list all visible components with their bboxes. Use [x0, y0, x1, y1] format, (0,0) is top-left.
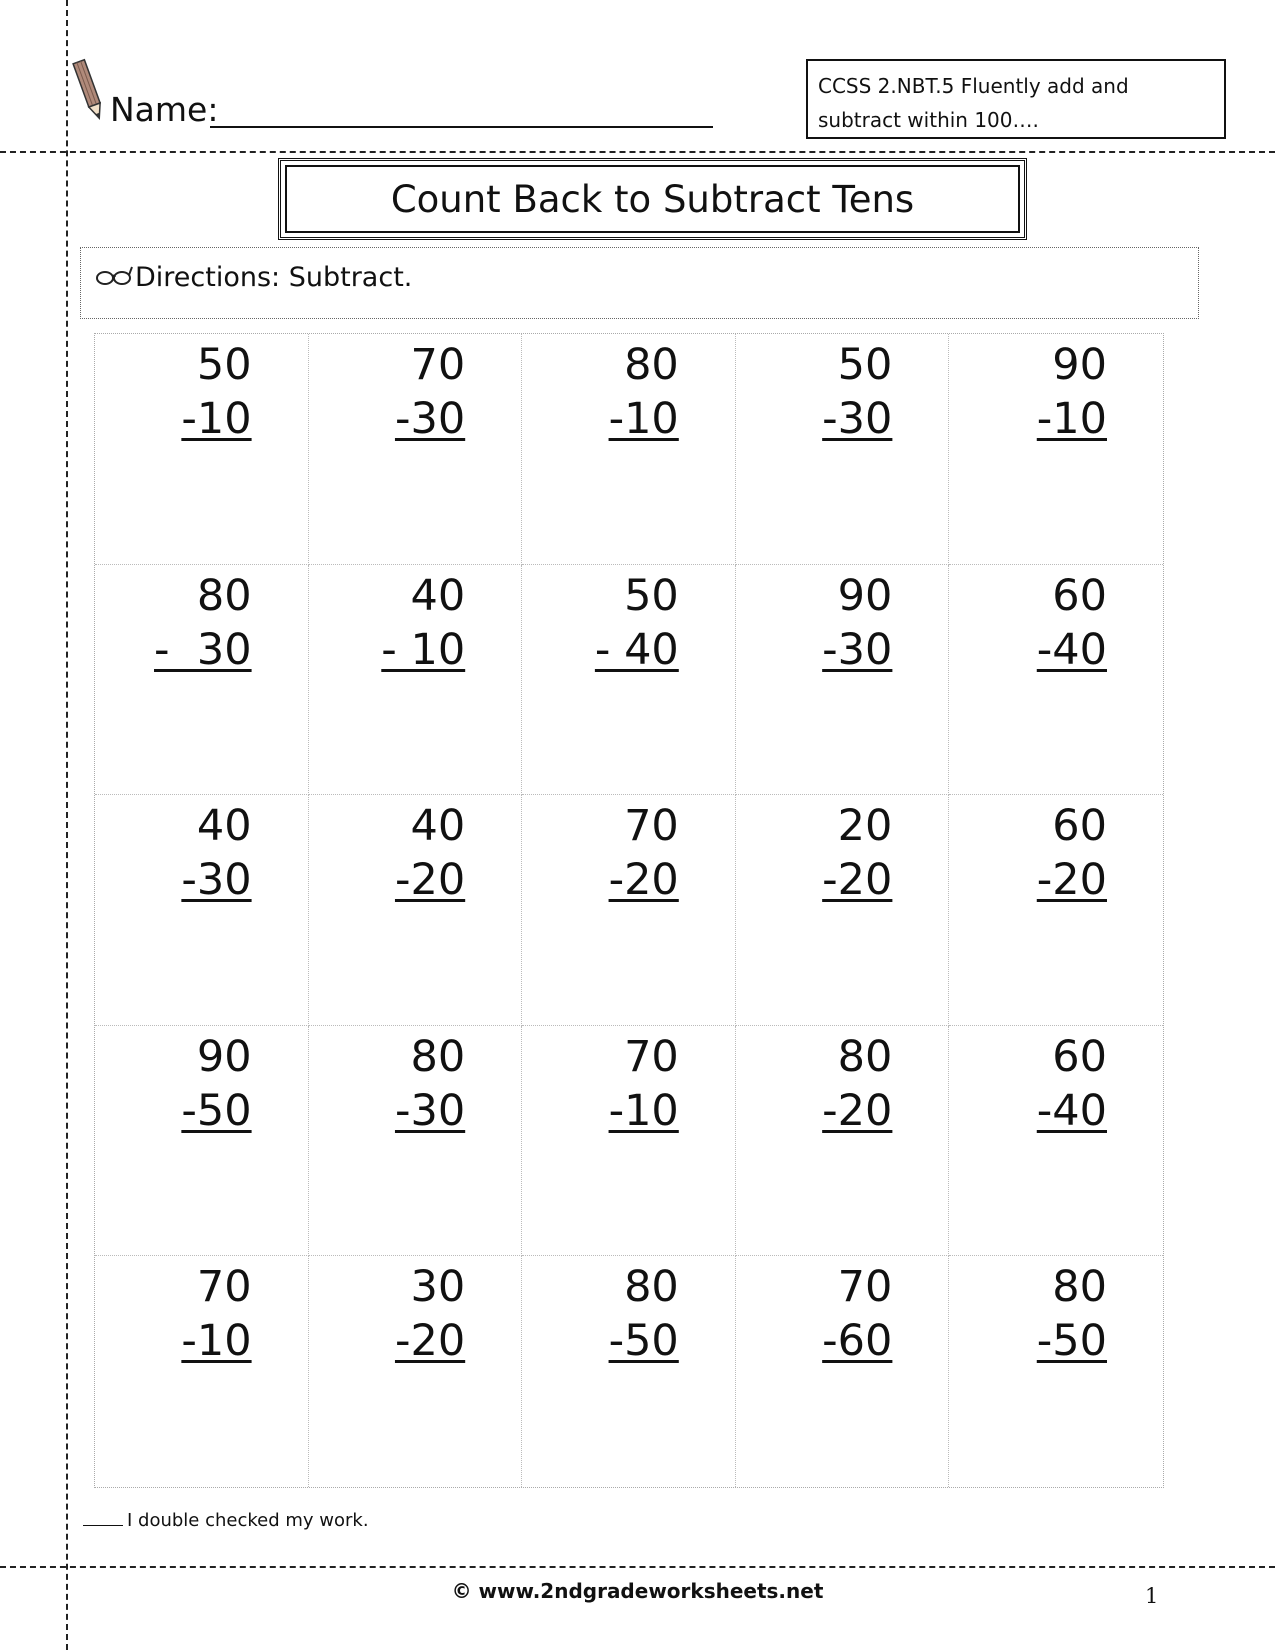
- problem-cell[interactable]: [949, 1026, 1163, 1257]
- page-title: [278, 158, 1027, 240]
- problem-cell[interactable]: [949, 795, 1163, 1026]
- subtrahend-text: -60: [822, 1316, 893, 1367]
- problem-cell[interactable]: [522, 1026, 736, 1257]
- minuend: 80: [624, 1262, 679, 1313]
- problem-cell[interactable]: [95, 1026, 309, 1257]
- subtraction-problem: [1037, 1260, 1107, 1368]
- subtraction-problem: [395, 1030, 465, 1138]
- subtraction-problem: [1037, 338, 1107, 446]
- problem-cell[interactable]: [736, 1256, 950, 1487]
- problem-cell[interactable]: [949, 1256, 1163, 1487]
- problem-grid: [94, 333, 1164, 1488]
- subtrahend-text: -30: [822, 624, 893, 675]
- subtrahend: [822, 392, 892, 446]
- subtrahend-text: -50: [181, 1085, 252, 1136]
- subtrahend: [395, 1314, 465, 1368]
- minuend: 50: [196, 340, 252, 390]
- subtraction-problem: [1037, 799, 1107, 907]
- subtrahend: [609, 1314, 679, 1368]
- minuend: 50: [624, 570, 679, 621]
- subtraction-problem: [1037, 569, 1107, 677]
- minuend: 80: [410, 1031, 466, 1082]
- standard-line-2: subtract within 100….: [818, 108, 1039, 132]
- subtrahend: [181, 1314, 251, 1368]
- minuend: 60: [1052, 801, 1107, 852]
- problem-cell[interactable]: [949, 565, 1163, 796]
- subtraction-problem: [395, 799, 465, 907]
- minuend: 90: [1052, 340, 1107, 390]
- page-title-text: Count Back to Subtract Tens: [390, 177, 915, 221]
- problem-cell[interactable]: [736, 795, 950, 1026]
- vertical-guide-line: [66, 0, 68, 1650]
- subtrahend: [395, 853, 465, 907]
- subtrahend: [154, 623, 252, 677]
- minuend: 20: [837, 801, 893, 852]
- subtrahend-text: -10: [608, 394, 679, 444]
- subtrahend: [181, 853, 251, 907]
- subtrahend: [822, 623, 892, 677]
- standard-box: [806, 59, 1226, 139]
- minuend: 70: [837, 1262, 893, 1313]
- subtrahend: [1037, 853, 1107, 907]
- minuend: 30: [410, 1262, 466, 1313]
- subtrahend: [609, 392, 679, 446]
- subtrahend-text: -30: [822, 394, 893, 444]
- minuend: 40: [410, 570, 466, 621]
- subtrahend: [595, 623, 679, 677]
- problem-cell[interactable]: [522, 334, 736, 565]
- minuend: 70: [624, 1031, 679, 1082]
- problem-cell[interactable]: [522, 795, 736, 1026]
- subtrahend-text: -30: [394, 1085, 466, 1136]
- subtraction-problem: [381, 569, 465, 677]
- subtrahend: [395, 1084, 465, 1138]
- subtrahend-text: -20: [1036, 855, 1107, 906]
- subtrahend-text: - 40: [594, 624, 679, 675]
- problem-cell[interactable]: [309, 334, 523, 565]
- directions-text: Directions: Subtract.: [135, 262, 413, 293]
- problem-cell[interactable]: [309, 1026, 523, 1257]
- problem-cell[interactable]: [95, 795, 309, 1026]
- minuend: 80: [1052, 1262, 1107, 1313]
- copyright-footer: © www.2ndgradeworksheets.net: [451, 1579, 824, 1603]
- subtrahend-text: -20: [822, 1085, 893, 1136]
- subtraction-problem: [822, 569, 892, 677]
- subtrahend-text: -20: [608, 855, 679, 906]
- subtraction-problem: [1037, 1030, 1107, 1138]
- problem-cell[interactable]: [95, 334, 309, 565]
- subtraction-problem: [822, 1030, 892, 1138]
- problem-cell[interactable]: [95, 1256, 309, 1487]
- problem-cell[interactable]: [95, 565, 309, 796]
- subtraction-problem: [595, 569, 679, 677]
- minuend: 60: [1052, 1031, 1107, 1082]
- minuend: 60: [1052, 570, 1107, 621]
- subtrahend-text: - 10: [381, 624, 466, 675]
- name-label: Name:: [110, 90, 219, 129]
- subtrahend: [395, 392, 465, 446]
- problem-cell[interactable]: [949, 334, 1163, 565]
- subtrahend: [822, 1084, 892, 1138]
- subtrahend: [822, 853, 892, 907]
- bottom-guide-line: [0, 1566, 1275, 1568]
- subtrahend: [822, 1314, 892, 1368]
- glasses-icon: [95, 264, 133, 290]
- page-number: 1: [1145, 1584, 1159, 1608]
- subtrahend-text: -40: [1036, 1085, 1107, 1136]
- problem-cell[interactable]: [309, 565, 523, 796]
- subtrahend: [181, 392, 251, 446]
- subtrahend-text: -10: [181, 394, 252, 444]
- problem-cell[interactable]: [309, 1256, 523, 1487]
- problem-cell[interactable]: [736, 565, 950, 796]
- subtraction-problem: [609, 338, 679, 446]
- subtrahend-text: -40: [1036, 624, 1107, 675]
- minuend: 70: [410, 340, 466, 390]
- minuend: 90: [837, 570, 893, 621]
- problem-cell[interactable]: [309, 795, 523, 1026]
- problem-cell[interactable]: [736, 1026, 950, 1257]
- directions-box: [80, 247, 1199, 319]
- subtraction-problem: [154, 569, 252, 677]
- minuend: 40: [410, 801, 466, 852]
- subtrahend-text: -20: [394, 1316, 466, 1367]
- problem-cell[interactable]: [522, 1256, 736, 1487]
- subtrahend-text: -10: [181, 1316, 252, 1367]
- subtrahend-text: -50: [1036, 1316, 1107, 1367]
- subtraction-problem: [822, 338, 892, 446]
- minuend: 80: [624, 340, 679, 390]
- top-guide-line: [0, 151, 1275, 153]
- self-check-line: [83, 1510, 369, 1531]
- subtraction-problem: [181, 1260, 251, 1368]
- name-line: [210, 126, 713, 128]
- minuend: 40: [196, 801, 252, 852]
- subtrahend: [1037, 623, 1107, 677]
- subtraction-problem: [822, 799, 892, 907]
- minuend: 80: [196, 570, 252, 621]
- standard-line-1: CCSS 2.NBT.5 Fluently add and: [818, 74, 1129, 98]
- subtraction-problem: [181, 799, 251, 907]
- subtrahend: [181, 1084, 251, 1138]
- minuend: 70: [624, 801, 679, 852]
- subtrahend-text: -20: [822, 855, 893, 906]
- pencil-icon: [72, 56, 106, 124]
- subtrahend-text: - 30: [154, 624, 252, 675]
- subtrahend-text: -30: [181, 855, 252, 906]
- subtrahend: [609, 1084, 679, 1138]
- subtrahend-text: -10: [608, 1085, 679, 1136]
- subtraction-problem: [822, 1260, 892, 1368]
- subtraction-problem: [609, 1260, 679, 1368]
- subtrahend: [1037, 392, 1107, 446]
- subtraction-problem: [395, 338, 465, 446]
- check-blank[interactable]: [83, 1525, 123, 1526]
- subtrahend: [1037, 1314, 1107, 1368]
- subtrahend-text: -20: [394, 855, 466, 906]
- subtrahend: [609, 853, 679, 907]
- subtrahend: [1037, 1084, 1107, 1138]
- self-check-text: I double checked my work.: [127, 1510, 369, 1531]
- subtraction-problem: [181, 1030, 251, 1138]
- minuend: 70: [196, 1262, 252, 1313]
- subtraction-problem: [609, 799, 679, 907]
- subtrahend-text: -50: [608, 1316, 679, 1367]
- subtraction-problem: [395, 1260, 465, 1368]
- subtraction-problem: [181, 338, 251, 446]
- problem-cell[interactable]: [522, 565, 736, 796]
- minuend: 90: [196, 1031, 252, 1082]
- subtraction-problem: [609, 1030, 679, 1138]
- problem-cell[interactable]: [736, 334, 950, 565]
- subtrahend: [381, 623, 465, 677]
- subtrahend-text: -10: [1036, 394, 1107, 444]
- minuend: 80: [837, 1031, 893, 1082]
- subtrahend-text: -30: [394, 394, 466, 444]
- minuend: 50: [837, 340, 893, 390]
